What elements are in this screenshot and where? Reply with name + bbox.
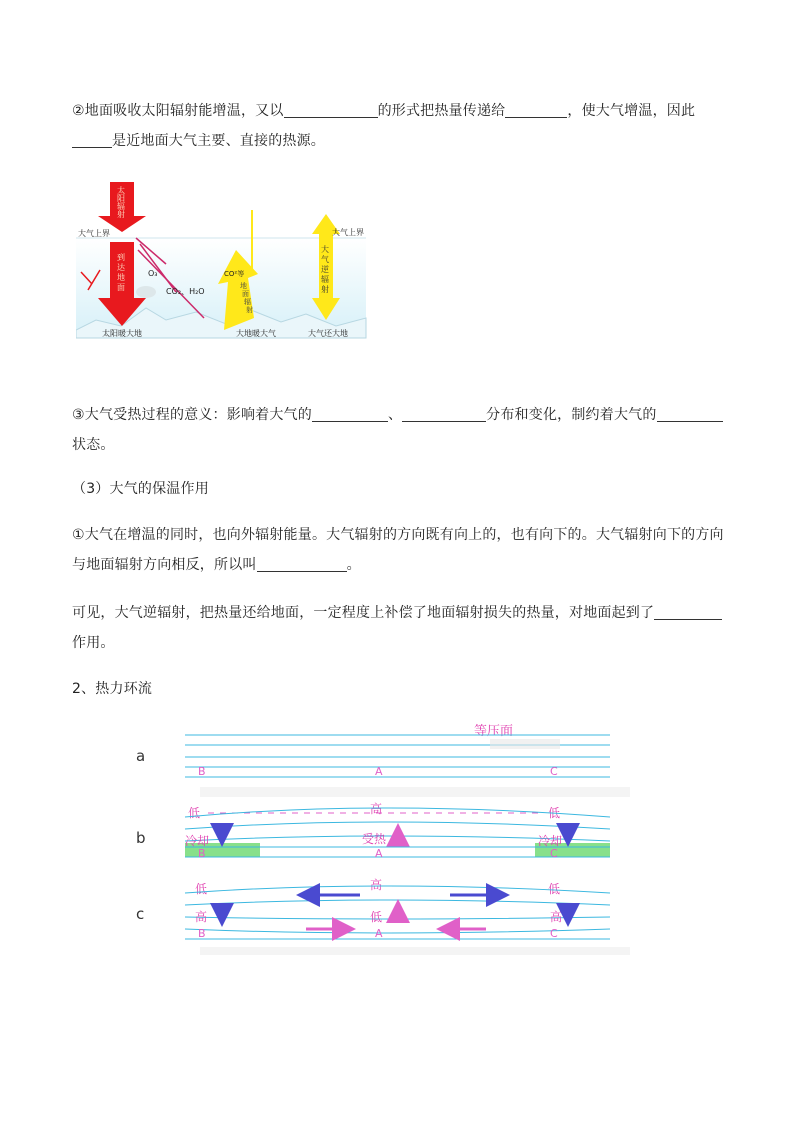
- paragraph-heat-source: [72, 96, 724, 156]
- paragraph-significance: [72, 400, 724, 460]
- pressure-high: 高: [550, 910, 563, 924]
- text-segment: 分布和变化，制约着大气的: [486, 407, 657, 423]
- point-a: A: [375, 927, 383, 940]
- section-heading-thermal-circulation: 2、热力环流: [72, 681, 153, 697]
- fill-blank-3[interactable]: [72, 131, 112, 148]
- ground-absorb-char: 地: [117, 273, 125, 282]
- isobar-label: 等压面: [474, 724, 514, 739]
- caption-earth-warms-air: 大地暖大气: [236, 329, 276, 338]
- text-segment: 、: [387, 407, 403, 423]
- text-segment: 是近地面大气主要、直接的热源。: [112, 133, 325, 149]
- text-segment: ③大气受热过程的意义：影响着大气的: [72, 407, 312, 423]
- pressure-high: 高: [195, 910, 208, 924]
- point-a: A: [375, 765, 383, 778]
- ground-absorb-char: 面: [117, 283, 125, 292]
- caption-sun-warms-earth: 太阳暖大地: [102, 329, 142, 338]
- row-label-b: b: [136, 829, 146, 847]
- paragraph-insulation-effect: [72, 598, 724, 658]
- point-c: C: [550, 765, 558, 778]
- ground-radiation-char: 地: [240, 282, 247, 290]
- point-b: B: [198, 765, 206, 778]
- pressure-high: 高: [370, 802, 383, 816]
- heated-label: 受热: [362, 832, 387, 846]
- ozone-label: O₃: [148, 269, 158, 278]
- counter-radiation-char: 辐: [321, 275, 329, 284]
- atmosphere-heating-diagram: [76, 180, 386, 350]
- fill-blank-4[interactable]: [312, 405, 388, 422]
- pressure-high: 高: [370, 878, 383, 892]
- fill-blank-1[interactable]: [284, 101, 378, 118]
- fill-blank-6[interactable]: [657, 405, 723, 422]
- pressure-low: 低: [370, 910, 383, 924]
- ground-radiation-char: 射: [246, 306, 253, 314]
- pressure-low: 低: [548, 806, 561, 820]
- row-label-c: c: [136, 905, 145, 923]
- fill-blank-7[interactable]: [257, 555, 347, 572]
- text-segment: 。: [346, 557, 361, 573]
- counter-radiation-char: 射: [321, 285, 329, 294]
- section-heading-insulation: （3）大气的保温作用: [72, 481, 209, 497]
- fill-blank-2[interactable]: [505, 101, 567, 118]
- counter-radiation-char: 气: [321, 255, 329, 264]
- sun-radiation-char: 辐: [117, 202, 125, 211]
- pressure-low: 低: [195, 882, 208, 896]
- cooling-label: 冷却: [185, 834, 210, 848]
- row-label-a: a: [136, 747, 146, 765]
- ground-absorb-char: 达: [117, 263, 125, 272]
- cooling-label: 冷却: [538, 834, 563, 848]
- point-c: C: [550, 927, 558, 940]
- caption-air-returns-earth: 大气还大地: [308, 329, 348, 338]
- co2-h2o-label: CO₂、H₂O: [166, 287, 205, 296]
- ground-absorb-char: 到: [117, 253, 125, 262]
- text-segment: 可见，大气逆辐射，把热量还给地面，一定程度上补偿了地面辐射损失的热量，对地面起到了: [72, 605, 655, 621]
- text-segment: 的形式把热量传递给: [377, 103, 506, 119]
- point-b: B: [198, 927, 206, 940]
- sun-radiation-char: 太: [117, 186, 125, 195]
- counter-radiation-char: 逆: [321, 265, 329, 274]
- paragraph-counter-radiation: [72, 520, 724, 580]
- text-segment: ，使大气增温，因此: [567, 103, 696, 119]
- counter-radiation-char: 大: [321, 245, 329, 254]
- pressure-low: 低: [188, 806, 201, 820]
- fill-blank-5[interactable]: [402, 405, 486, 422]
- pressure-low: 低: [548, 882, 561, 896]
- point-a: A: [375, 847, 383, 860]
- text-segment: 状态。: [72, 437, 115, 453]
- point-c: C: [550, 847, 558, 860]
- text-segment: 作用。: [72, 635, 115, 651]
- point-b: B: [198, 847, 206, 860]
- fill-blank-8[interactable]: [654, 603, 722, 620]
- thermal-circulation-diagram: [130, 715, 640, 965]
- ground-radiation-char: 面: [242, 290, 249, 298]
- co2-etc-label: CO²等: [224, 270, 245, 278]
- sun-radiation-char: 阳: [117, 194, 125, 203]
- upper-boundary-label: 大气上界: [332, 228, 364, 237]
- text-segment: ②地面吸收太阳辐射能增温，又以: [72, 103, 284, 119]
- ground-radiation-char: 辐: [244, 298, 251, 306]
- text-segment: ①大气在增温的同时，也向外辐射能量。大气辐射的方向既有向上的，也有向下的。大气辐射向下的方向与地面辐射方向相反，所以叫: [72, 527, 724, 573]
- upper-boundary-label: 大气上界: [78, 229, 110, 238]
- sun-radiation-char: 射: [117, 210, 125, 219]
